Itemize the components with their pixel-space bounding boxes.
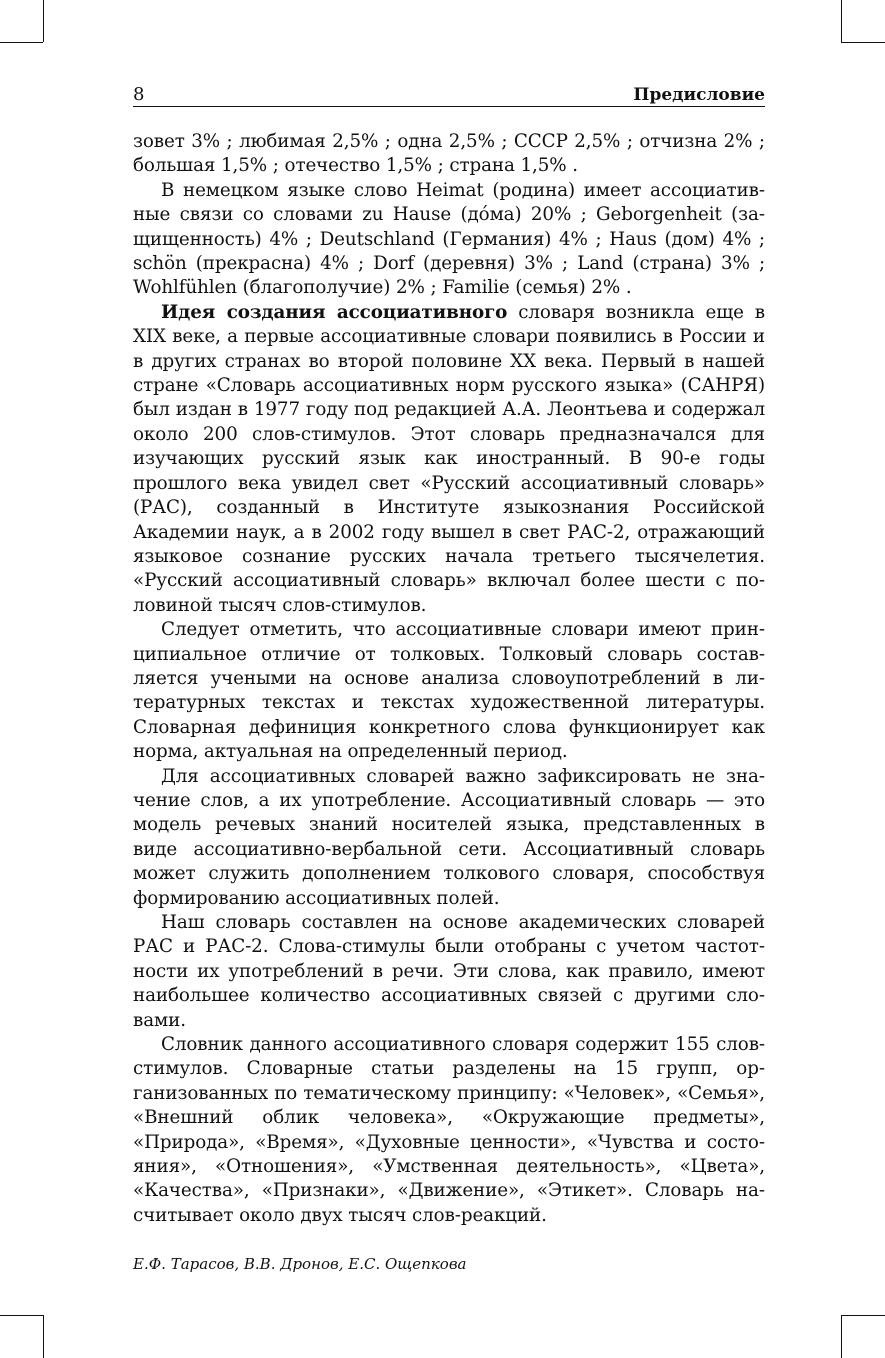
paragraph-text: В немецком языке слово Heimat (родина) имеет ассоциативные связи со словами zu Hause (до́ма) 20% ; Geborgenheit (защищенность) 4% ; Deutschland (Германия) 4% ; Haus (дом) 4% ; schön (прекрасна) 4% ; Dorf (деревня) 3% ; Land (страна) 3% ; Wohlfühlen (благополучие) 2% ; Familie (семья) 2% .: [133, 179, 765, 299]
paragraph-7: [133, 1033, 765, 1228]
paragraph-text: Следует отметить, что ассоциативные словари имеют принципиальное отличие от толковых. Толковый словарь составляется учеными на основе анализа словоупотреблений в литературных текстах и текстах художественной литературы. Словарная дефиниция конкретного слова функционирует как норма, актуальная на определенный период.: [133, 619, 765, 763]
page-number: 8: [133, 84, 145, 105]
crop-mark-bottom-right: [841, 1315, 842, 1358]
paragraph-lead-bold: Идея создания ассоциативного: [161, 301, 508, 323]
paragraph-6: [133, 911, 765, 1033]
body-text: [133, 130, 765, 1228]
paragraph-4: [133, 618, 765, 764]
paragraph-5: [133, 765, 765, 911]
crop-mark-bottom-left-h: [0, 1315, 43, 1316]
crop-mark-top-right: [841, 0, 842, 42]
paragraph-text: Для ассоциативных словарей важно зафиксировать не значение слов, а их употребление. Ассоциативный словарь — это модель речевых знаний носителей языка, представленных в виде ассоциативно-вербальной сети. Ассоциативный словарь может служить дополнением толкового словаря, способствуя формированию ассоциативных полей.: [133, 765, 765, 909]
paragraph-text: зовет 3% ; любимая 2,5% ; одна 2,5% ; СССР 2,5% ; отчизна 2% ; большая 1,5% ; отечество 1,5% ; страна 1,5% .: [133, 131, 765, 177]
crop-mark-top-right-h: [841, 42, 885, 43]
paragraph-text: Наш словарь составлен на основе академических словарей РАС и РАС-2. Слова-стимулы были отобраны с учетом частотности их употреблений в речи. Эти слова, как правило, имеют наибольшее количество ассоциативных связей с другими словами.: [133, 912, 765, 1031]
crop-mark-bottom-left: [43, 1315, 44, 1358]
paragraph-2: [133, 179, 765, 301]
footer-authors: Е.Ф. Тарасов, В.В. Дронов, Е.С. Ощепкова: [133, 1255, 467, 1273]
crop-mark-bottom-right-h: [841, 1315, 885, 1316]
page-header: [133, 84, 765, 107]
crop-mark-top-left-h: [0, 42, 43, 43]
running-head: Предисловие: [633, 85, 765, 105]
paragraph-3: [133, 301, 765, 618]
crop-mark-top-left: [43, 0, 44, 42]
paragraph-text: Словник данного ассоциативного словаря содержит 155 слов-стимулов. Словарные статьи разделены на 15 групп, организованных по тематическому принципу: «Человек», «Семья», «Внешний облик человека», «Окружающие предметы», «Природа», «Время», «Духовные ценности», «Чувства и состояния», «Отношения», «Умственная деятельность», «Цвета», «Качества», «Признаки», «Движение», «Этикет». Словарь насчитывает около двух тысяч слов-реакций.: [133, 1034, 765, 1226]
paragraph-text: словаря возникла еще в XIX веке, а первые ассоциативные словари появились в России и в других странах во второй половине XX века. Первый в нашей стране «Словарь ассоциативных норм русского языка» (САНРЯ) был издан в 1977 году под редакцией А.А. Леонтьева и содержал около 200 слов-стимулов. Этот словарь предназначался для изучающих русский язык как иностранный. В 90-е годы прошлого века увидел свет «Русский ассоциативный словарь» (РАС), созданный в Институте языкознания Российской Академии наук, а в 2002 году вышел в свет РАС-2, отражающий языковое сознание русских начала третьего тысячелетия. «Русский ассоциативный словарь» включал более шести с половиной тысяч слов-стимулов.: [133, 301, 765, 616]
paragraph-1: [133, 130, 765, 179]
